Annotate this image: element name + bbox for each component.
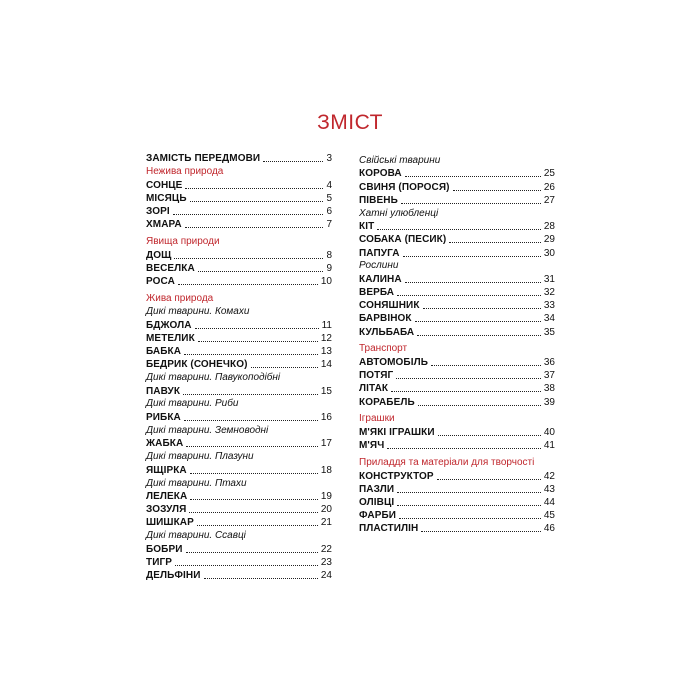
toc-entry[interactable]	[359, 470, 555, 481]
dot-leader	[186, 552, 318, 553]
dot-leader	[453, 190, 541, 191]
toc-page-number: 30	[543, 247, 555, 259]
dot-leader	[437, 479, 541, 480]
toc-page-number: 38	[543, 383, 555, 395]
toc-page-number: 44	[543, 496, 555, 508]
toc-entry-title: БЕДРИК (СОНЕЧКО)	[146, 359, 248, 371]
toc-entry[interactable]	[359, 287, 555, 298]
toc-entry[interactable]	[359, 496, 555, 507]
spacer	[359, 408, 555, 412]
dot-leader	[251, 367, 318, 368]
toc-entry[interactable]	[146, 206, 332, 217]
toc-subsection-heading: Дикі тварини. Птахи	[146, 477, 247, 489]
toc-entry-title: ПАВУК	[146, 385, 181, 397]
toc-entry-title: М'ЯКІ ІГРАШКИ	[359, 426, 435, 438]
toc-section-heading: Нежива природа	[146, 166, 224, 178]
toc-entry-title: КАЛИНА	[359, 273, 402, 285]
toc-entry-title: МЕТЕЛИК	[146, 332, 195, 344]
dot-leader	[401, 203, 541, 204]
dot-leader	[449, 242, 541, 243]
toc-page-number: 18	[320, 464, 332, 476]
spacer	[146, 230, 332, 234]
toc-page-number: 34	[543, 313, 555, 325]
dot-leader	[391, 391, 541, 392]
toc-entry[interactable]	[359, 300, 555, 311]
toc-entry[interactable]	[146, 543, 332, 554]
toc-entry-title: БОБРИ	[146, 543, 183, 555]
dot-leader	[189, 512, 317, 513]
toc-entry-title: РИБКА	[146, 411, 181, 423]
dot-leader	[415, 321, 541, 322]
toc-entry[interactable]	[146, 332, 332, 343]
toc-subsection-heading: Дикі тварини. Земноводні	[146, 424, 269, 436]
toc-entry[interactable]	[146, 385, 332, 396]
toc-section-heading: Транспорт	[359, 343, 408, 355]
toc-entry[interactable]	[146, 319, 332, 330]
toc-entry[interactable]	[146, 346, 332, 357]
toc-entry[interactable]	[359, 427, 555, 438]
toc-entry[interactable]	[359, 247, 555, 258]
dot-leader	[178, 284, 318, 285]
toc-entry-title: ЗОРІ	[146, 206, 170, 218]
toc-page-number: 46	[543, 523, 555, 535]
toc-entry[interactable]	[359, 483, 555, 494]
dot-leader	[195, 328, 319, 329]
toc-page-number: 27	[543, 194, 555, 206]
toc-entry[interactable]	[359, 221, 555, 232]
toc-subsection-heading: Рослини	[359, 260, 399, 272]
toc-page-number: 37	[543, 370, 555, 382]
toc-entry-title: РОСА	[146, 276, 175, 288]
toc-entry-title: ВЕРБА	[359, 287, 395, 299]
toc-entry[interactable]	[146, 193, 332, 204]
toc-entry-title: СВИНЯ (ПОРОСЯ)	[359, 181, 450, 193]
toc-subsection-heading: Дикі тварини. Риби	[146, 398, 239, 410]
toc-page-number: 32	[543, 287, 555, 299]
toc-entry[interactable]	[359, 194, 555, 205]
toc-page-number: 40	[543, 426, 555, 438]
toc-page-number: 42	[543, 470, 555, 482]
toc-page-number: 31	[543, 273, 555, 285]
toc-page-number: 23	[320, 557, 332, 569]
dot-leader	[185, 227, 324, 228]
toc-page-number: 8	[326, 249, 332, 261]
dot-leader	[173, 214, 324, 215]
toc-entry-title: ЗАМІСТЬ ПЕРЕДМОВИ	[146, 153, 261, 165]
toc-page-number: 36	[543, 357, 555, 368]
dot-leader	[423, 308, 541, 309]
toc-entry-title: ПАПУГА	[359, 247, 400, 259]
dot-leader	[418, 405, 541, 406]
toc-entry[interactable]	[359, 313, 555, 324]
toc-entry[interactable]	[146, 219, 332, 230]
dot-leader	[399, 518, 541, 519]
toc-page-number: 15	[320, 385, 332, 397]
toc-entry[interactable]	[359, 273, 555, 284]
toc-page-number: 6	[326, 206, 332, 218]
toc-entry[interactable]	[146, 438, 332, 449]
toc-page-number: 39	[543, 396, 555, 408]
dot-leader	[197, 525, 318, 526]
dot-leader	[198, 341, 318, 342]
toc-entry-title: ШИШКАР	[146, 517, 194, 529]
toc-entry-title: ДЕЛЬФІНИ	[146, 570, 201, 582]
toc-page-number: 22	[320, 543, 332, 555]
toc-page-number: 12	[320, 332, 332, 344]
toc-page-number: 13	[320, 346, 332, 358]
spacer	[146, 287, 332, 291]
toc-page-number: 4	[326, 179, 332, 191]
toc-subsection-heading: Хатні улюбленці	[359, 207, 439, 219]
toc-right-column	[359, 153, 555, 534]
toc-entry[interactable]	[359, 168, 555, 179]
toc-entry-title: ПОТЯГ	[359, 370, 394, 382]
dot-leader	[417, 335, 541, 336]
toc-entry[interactable]	[359, 383, 555, 394]
dot-leader	[421, 531, 541, 532]
toc-entry-title: ПІВЕНЬ	[359, 194, 398, 206]
toc-section-heading: Явища природи	[146, 236, 220, 248]
toc-page-number: 3	[326, 153, 332, 165]
dot-leader	[438, 435, 541, 436]
dot-leader	[190, 499, 318, 500]
toc-entry[interactable]	[146, 504, 332, 515]
toc-section-heading: Жива природа	[146, 292, 214, 304]
dot-leader	[431, 365, 541, 366]
toc-entry-title: КУЛЬБАБА	[359, 326, 415, 338]
toc-entry-title: ДОЩ	[146, 249, 172, 261]
toc-left-column	[146, 153, 332, 581]
toc-entry[interactable]	[359, 370, 555, 381]
toc-entry[interactable]	[146, 557, 332, 568]
toc-subsection-heading: Дикі тварини. Плазуни	[146, 451, 254, 463]
dot-leader	[190, 473, 318, 474]
toc-subsection-heading: Дикі тварини. Ссавці	[146, 530, 246, 542]
toc-entry-title: БДЖОЛА	[146, 319, 192, 331]
dot-leader	[405, 282, 541, 283]
toc-entry-title: СОБАКА (ПЕСИК)	[359, 234, 447, 246]
dot-leader	[403, 256, 541, 257]
toc-entry[interactable]	[146, 153, 332, 164]
toc-entry-title: ВЕСЕЛКА	[146, 262, 195, 274]
toc-entry-title: КОРАБЕЛЬ	[359, 396, 415, 408]
dot-leader	[263, 161, 323, 162]
dot-leader	[204, 578, 318, 579]
toc-page-number: 10	[320, 276, 332, 288]
toc-entry-title: ХМАРА	[146, 219, 182, 231]
toc-entry[interactable]	[146, 276, 332, 287]
toc-entry-title: ФАРБИ	[359, 510, 397, 522]
toc-entry-title: М'ЯЧ	[359, 440, 385, 452]
toc-entry-title: КОРОВА	[359, 168, 402, 180]
toc-entry-title: КОНСТРУКТОР	[359, 470, 434, 482]
toc-entry-title: СОНЯШНИК	[359, 300, 420, 312]
toc-entry[interactable]	[359, 234, 555, 245]
toc-entry[interactable]	[359, 326, 555, 337]
toc-page-number: 19	[320, 491, 332, 503]
toc-entry-title: БАБКА	[146, 346, 182, 358]
toc-page-number: 45	[543, 510, 555, 522]
toc-entry[interactable]	[359, 440, 555, 451]
toc-page-number: 21	[320, 517, 332, 529]
toc-entry[interactable]	[146, 491, 332, 502]
toc-page-number: 14	[320, 359, 332, 371]
toc-entry-title: МІСЯЦЬ	[146, 192, 187, 204]
toc-entry[interactable]	[146, 464, 332, 475]
toc-subsection-heading: Свійські тварини	[359, 154, 441, 166]
toc-entry[interactable]	[146, 179, 332, 190]
toc-entry[interactable]	[146, 412, 332, 423]
dot-leader	[387, 448, 541, 449]
toc-entry[interactable]	[359, 523, 555, 534]
toc-page-number: 28	[543, 221, 555, 233]
dot-leader	[184, 354, 318, 355]
toc-page-number: 5	[326, 192, 332, 204]
toc-entry-title: АВТОМОБІЛЬ	[359, 357, 428, 368]
toc-entry[interactable]	[359, 181, 555, 192]
dot-leader	[183, 394, 318, 395]
dot-leader	[397, 295, 541, 296]
toc-entry-title: ОЛІВЦІ	[359, 496, 395, 508]
toc-entry-title: ЛЕЛЕКА	[146, 491, 188, 503]
toc-entry-title: ЛІТАК	[359, 383, 389, 395]
toc-page-number: 9	[326, 262, 332, 274]
dot-leader	[185, 188, 323, 189]
toc-page-number: 17	[320, 438, 332, 450]
toc-entry-title: ТИГР	[146, 557, 173, 569]
toc-page-number: 35	[543, 326, 555, 338]
toc-entry-title: ПАЗЛИ	[359, 483, 395, 495]
dot-leader	[190, 201, 324, 202]
toc-entry-title: ЯЩІРКА	[146, 464, 187, 476]
dot-leader	[186, 446, 318, 447]
toc-subsection-heading: Дикі тварини. Павукоподібні	[146, 372, 281, 383]
toc-entry-title: СОНЦЕ	[146, 179, 183, 191]
toc-page-number: 24	[320, 570, 332, 582]
toc-entry[interactable]	[146, 263, 332, 274]
dot-leader	[397, 505, 541, 506]
toc-entry[interactable]	[146, 249, 332, 260]
toc-entry-title: БАРВІНОК	[359, 313, 412, 325]
toc-entry[interactable]	[359, 510, 555, 521]
toc-page-number: 25	[543, 168, 555, 180]
spacer	[359, 451, 555, 455]
toc-page-number: 29	[543, 234, 555, 246]
dot-leader	[377, 229, 541, 230]
dot-leader	[405, 176, 541, 177]
dot-leader	[184, 420, 318, 421]
toc-page-number: 26	[543, 181, 555, 193]
page-title: ЗМІСТ	[317, 111, 383, 134]
toc-entry[interactable]	[359, 357, 555, 368]
toc-entry-title: ЖАБКА	[146, 438, 184, 450]
toc-entry[interactable]	[146, 517, 332, 528]
toc-page-number: 41	[543, 440, 555, 452]
dot-leader	[397, 492, 541, 493]
spacer	[359, 338, 555, 342]
toc-entry[interactable]	[146, 359, 332, 370]
dot-leader	[198, 271, 324, 272]
dot-leader	[396, 378, 541, 379]
toc-section-heading: Приладдя та матеріали для творчості	[359, 456, 535, 468]
toc-page-number: 16	[320, 411, 332, 423]
toc-entry-title: КІТ	[359, 221, 375, 233]
toc-entry[interactable]	[146, 570, 332, 581]
toc-entry-title: ЗОЗУЛЯ	[146, 504, 187, 516]
toc-page-number: 20	[320, 504, 332, 516]
toc-page-number: 43	[543, 483, 555, 495]
toc-entry[interactable]	[359, 396, 555, 407]
toc-section-heading: Іграшки	[359, 413, 395, 425]
dot-leader	[174, 258, 323, 259]
toc-entry-title: ПЛАСТИЛІН	[359, 523, 419, 535]
toc-page-number: 33	[543, 300, 555, 312]
dot-leader	[175, 565, 318, 566]
toc-page-number: 11	[321, 319, 332, 331]
toc-subsection-heading: Дикі тварини. Комахи	[146, 306, 250, 318]
toc-page-number: 7	[326, 219, 332, 231]
